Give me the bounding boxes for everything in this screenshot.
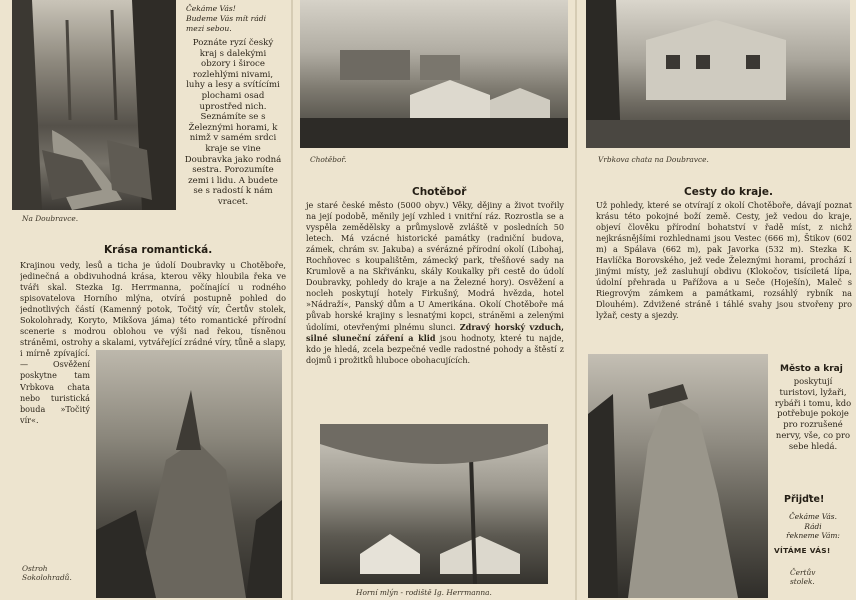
panel-left [0,0,292,600]
photo-na-doubravce [12,0,176,210]
photo-chotebor-town [300,0,568,148]
main-paragraph-cesty: Už pohledy, které se otvírají z okolí Chotěboře, dávají poznat krásu této pokojné boží země. Cesty, jež vedou do kraje, objeví člověku přírodní bohatství v řadě míst, z nichž nejkrásnějšími rozhlednami jsou Vestec (666 m), Štikov (602 m) a Spálava (662 m), pak Javorka (532 m). Stezka K. Havlíčka Borovského, jež vede Železnými horami, prochází i jinými místy, jež zasluhují obdivu (Klokočov, tisíciletá lípa, údolní přehrada u Pařížova a u Seče (Hoješín), Maleč s Riegrovým zámkem a památkami, rozsáhlý rybník na Dlouhém). Zdvižené stráně i táhlé svahy jsou stvořeny pro lyžař, cesty a sjezdy. [596,200,852,321]
welcome-text: VÍTÁME VÁS! [774,546,831,555]
intro-paragraph: Poznáte ryzí český kraj s dalekými obzory i široce rozlehlými nivami, luhy a lesy a svítícími plochami osad uprostřed nich. Seznámíte se s Železnými horami, k nimž v samém srdci kraje se vine Doubravka jako rodná sestra. Porozumíte zemi i lidu. A budete se s radostí k nám vracet. [184,38,282,207]
section-heading-krasa: Krása romantická. [104,244,213,256]
side-paragraph: poskytují turistovi, lyžaři, rybáři i tomu, kdo potřebuje pokoje pro rozrušené nervy, vše, co pro sebe hledá. [774,376,852,451]
photo1-top-note: Čekáme Vás! Budeme Vás mít rádi mezi sebou. [186,4,267,33]
section-heading-chotebor: Chotěboř [412,186,467,198]
chotebor-text-end: jsou hodnoty, které tu najde, kdo je hledá, zcela bezpečné vedle radostné pohody a štěstí z dojmů i prožitků hluboce obohacujících. [306,332,564,365]
photo1-caption: Na Doubravce. [22,214,79,223]
photo-certuv-stolek [588,354,768,598]
photo-vrbkova-chata [586,0,850,148]
photo2-caption: Ostroh Sokolohradů. [22,564,72,583]
wait-note: Čekáme Vás. Rádi řekneme Vám: [786,512,840,541]
mill-illustration [320,424,548,584]
photo1-caption-chotebor: Chotěboř. [310,155,347,164]
chotebor-text-main: je staré české město (5000 obyv.) Věky, dějiny a život tvořily na její podobě, měnily její vzhled i vnitřní ráz. Rozrostla se a vyspěla zemědělsky a průmyslově zvláště v posledních 50 letech. Má vzácné historické památky (radniční budova, zámek, chrám sv. Jakuba) a svérázné přírodní okolí (Libohaj, Rochňovec s koupalištěm, zámecký park, třešňové sady na Krumlově a na Skřivánku, skály Koukalky při cestě do údolí Doubravky, pohledy do kraje a na Železné hory). Osvěžení a nocleh poskytují hotely Firkušný, Modrá hvězda, hotel »Nádraží«, Panský dům a U Amerikána. Okolí Chotěboře má půvab horské krajiny s lesnatými kopci, stráněmi a zelenými údolími, otevřenými plnému slunci. [306,200,564,332]
river-forest-illustration [12,0,176,210]
rock-outcrop-illustration [96,350,282,598]
photo-horni-mlyn [320,424,548,584]
photo2-caption-stolek: Čertův stolek. [790,568,816,587]
come-heading: Přijďte! [784,494,825,505]
photo-sokolohrady [96,350,282,598]
main-paragraph-krasa: Krajinou vedy, lesů a ticha je údolí Doubravky u Chotěboře, jedinečná a obdivuhodná krása, kterou věky hloubila řeka ve tváři skal. Stezka Ig. Herrmanna, počínající u rodného spisovatelova Horního mlýna, otvírá postupně pohled do jednotlivých částí (Kamenný potok, Točitý vír, Čertův stolek, Sokolohrady, Koryto, Mikšova jáma) této romantické přírodní scenerie s modrou oblohou ve výši nad řekou, tísněnou stráněmi, ostrohy a skalami, vytvářející zrádné víry, tůně a slapy, i mírně zpívající. — Osvěžení poskytne tam Vrbkova chata nebo turistická bouda »Točitý vír«. [20,260,286,560]
chotebor-text-bold: Zdravý horský vzduch, silné sluneční záření a klid [306,321,564,343]
panel-right [576,0,856,600]
photo1-caption-chata: Vrbkova chata na Doubravce. [598,155,709,164]
side-heading-mesto: Město a kraj [780,364,843,374]
section-heading-cesty: Cesty do kraje. [684,186,773,198]
main-paragraph-chotebor [306,200,564,366]
panel-middle [292,0,576,600]
rock-tower-illustration [588,354,768,598]
town-panorama-illustration [300,0,568,148]
photo2-caption-mlyn: Horní mlýn - rodiště Ig. Herrmanna. [356,588,492,597]
chalet-illustration [586,0,850,148]
